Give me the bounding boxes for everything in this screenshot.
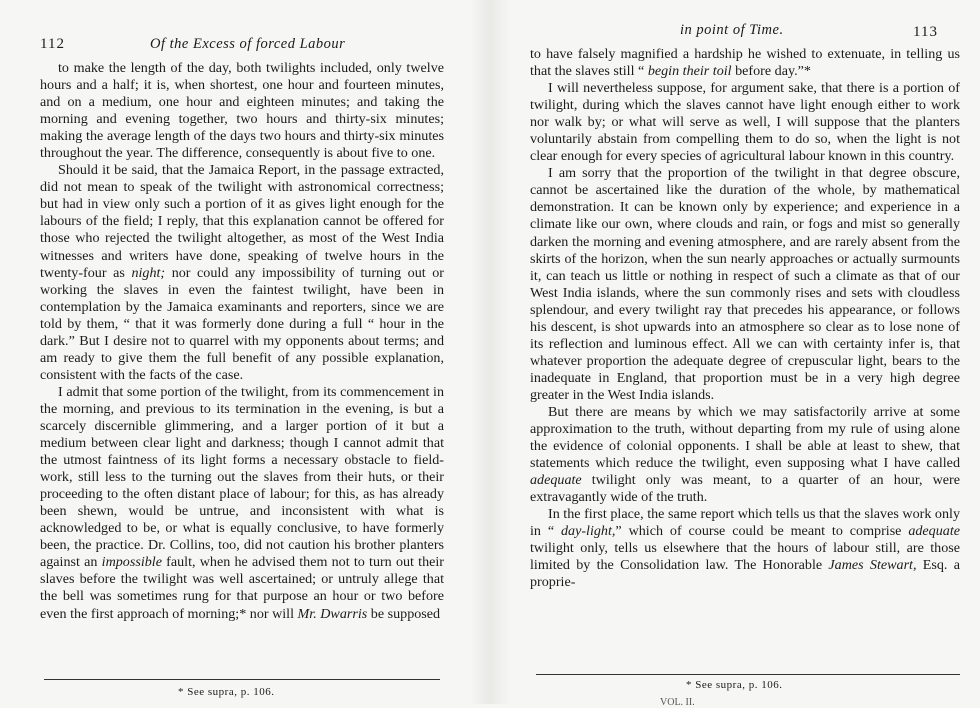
page-number: 113 xyxy=(913,24,938,40)
book-gutter xyxy=(470,0,510,704)
right-page xyxy=(510,0,980,708)
italic-text: adequate xyxy=(908,523,960,540)
text-segment: be supposed xyxy=(367,605,441,622)
footnote-rule xyxy=(44,679,440,680)
italic-text: James Stewart, xyxy=(828,557,917,574)
signature-mark: VOL. II. xyxy=(660,697,695,708)
running-head: in point of Time. xyxy=(680,22,784,38)
text-segment: twilight only, tells us elsewhere that the hours of labour still, are those limited by the Consolidation law. The Honorable xyxy=(530,540,960,574)
paragraph xyxy=(530,80,960,165)
italic-text: night; xyxy=(131,264,166,281)
paragraph xyxy=(40,60,444,162)
running-head: Of the Excess of forced Labour xyxy=(150,36,346,52)
text-segment: Should it be said, that the Jamaica Report, in the passage extracted, did not mean to speak of the twilight with astronomical correctness; but had in view only such a portion of it as gives light enough for the labours of the field; I reply, that this explanation cannot be offered for those who rejected the twilight altogether, as most of the West India witnesses and writers have done, speaking of twelve hours in the twenty-four as xyxy=(40,162,444,281)
text-segment: twilight only was meant, to a quarter of an hour, were extravagantly wide of the truth. xyxy=(530,472,960,506)
paragraph xyxy=(530,506,960,591)
body-text xyxy=(530,46,960,592)
paragraph xyxy=(40,162,444,384)
footnote-rule xyxy=(536,674,960,675)
footnote: * See supra, p. 106. xyxy=(686,679,783,691)
text-segment: I will nevertheless suppose, for argument sake, that there is a portion of twilight, during which the slaves cannot have light enough either to work nor walk by; or what will serve as well, I will suppose that the planters voluntarily abstain from compelling them to do so, when the light is not clear enough for every species of agricultural labour known in this country. xyxy=(530,80,960,165)
paragraph xyxy=(530,46,960,80)
italic-text: day-light, xyxy=(561,523,616,540)
left-page xyxy=(0,0,470,704)
italic-text: impossible xyxy=(101,554,162,571)
paragraph xyxy=(530,165,960,404)
paragraph xyxy=(40,384,444,623)
italic-text: Mr. Dwarris xyxy=(297,605,368,622)
text-segment: to have falsely magnified a hardship he wished to extenuate, in telling us that the slaves still “ xyxy=(530,46,960,80)
paragraph xyxy=(530,404,960,506)
text-segment: nor could any impossibility of turning out or working the slaves in even the faintest twilight, have been in contemplation by the Jamaica examinants and reporters, since we are told by them, “ that it was formerly done during a full “ hour in the dark.” But I desire not to quarrel with my opponents about terms; and am ready to give them the full benefit of any possible explanation, consistent with the facts of the case. xyxy=(40,264,444,383)
text-segment: In the first place, the same report which tells us that the slaves work only in “ xyxy=(530,506,960,540)
footnote: * See supra, p. 106. xyxy=(178,686,275,698)
text-segment: before day.”* xyxy=(731,63,811,80)
page-number: 112 xyxy=(40,36,65,52)
italic-text: adequate xyxy=(530,472,582,489)
body-text xyxy=(40,60,444,623)
text-segment: Esq. a proprie- xyxy=(530,557,960,591)
text-segment: to make the length of the day, both twilights included, only twelve hours and a half; it is, when shortest, one hour and fourteen minutes, and on a medium, one hour and eighteen minutes; and taking the morning and evening together, two hours and thirty-six minutes; making the average length of the days two hours and thirty-six minutes throughout the year. The difference, consequently is about five to one. xyxy=(40,60,444,162)
text-segment: I am sorry that the proportion of the twilight in that degree obscure, cannot be ascertained like the duration of the whole, by mathematical demonstration. It can be known only by experience; and experience in a climate like our own, where clouds and rain, or fogs and mist so generally darken the morning and evening atmosphere, and are rarely absent from the skirts of the horizon, when the sun nearly approaches or actually surmounts it, can teach us little or nothing in respect of such a climate as that of our West India islands, where the sun commonly rises and sets with cloudless splendour, and every twilight ray that precedes his appearance, or follows his descent, is shot upwards into an atmosphere so clear as to lose none of its reflection and luminous effect. All we can with certainty infer is, that whatever proportion the adequate degree of crepuscular light, bears to the inadequate in England, that proportion must be in a very high degree greater in the West India islands. xyxy=(530,165,960,403)
text-segment: fault, when he advised them not to turn out their slaves before the twilight was well ascertained; or untruly allege that the bell was sometimes rung for that purpose an hour or two before even the first approach of morning;* nor will xyxy=(40,554,444,622)
text-segment: But there are means by which we may satisfactorily arrive at some approximation to the truth, without departing from my rule of using alone the evidence of colonial opponents. I shall be able at least to shew, that statements which reduce the twilight, even supposing what I have called xyxy=(530,403,960,472)
text-segment: ” which of course could be meant to comprise xyxy=(615,523,909,540)
italic-text: begin their toil xyxy=(647,63,732,80)
text-segment: I admit that some portion of the twilight, from its commencement in the morning, and previous to its termination in the evening, is but a scarcely discernible glimmering, and a larger portion of it but a medium between clear light and darkness; though I cannot admit that the utmost faintness of its light forms a necessary obstacle to field-work, still less to the turning out the slaves from their huts, or their proceeding to the often distant place of labour; for this, as has already been shewn, would be untrue, and inconsistent with what is acknowledged to be, or what is equally conclusive, to have formerly been, the practice. Dr. Collins, too, did not caution his brother planters against an xyxy=(40,383,444,571)
